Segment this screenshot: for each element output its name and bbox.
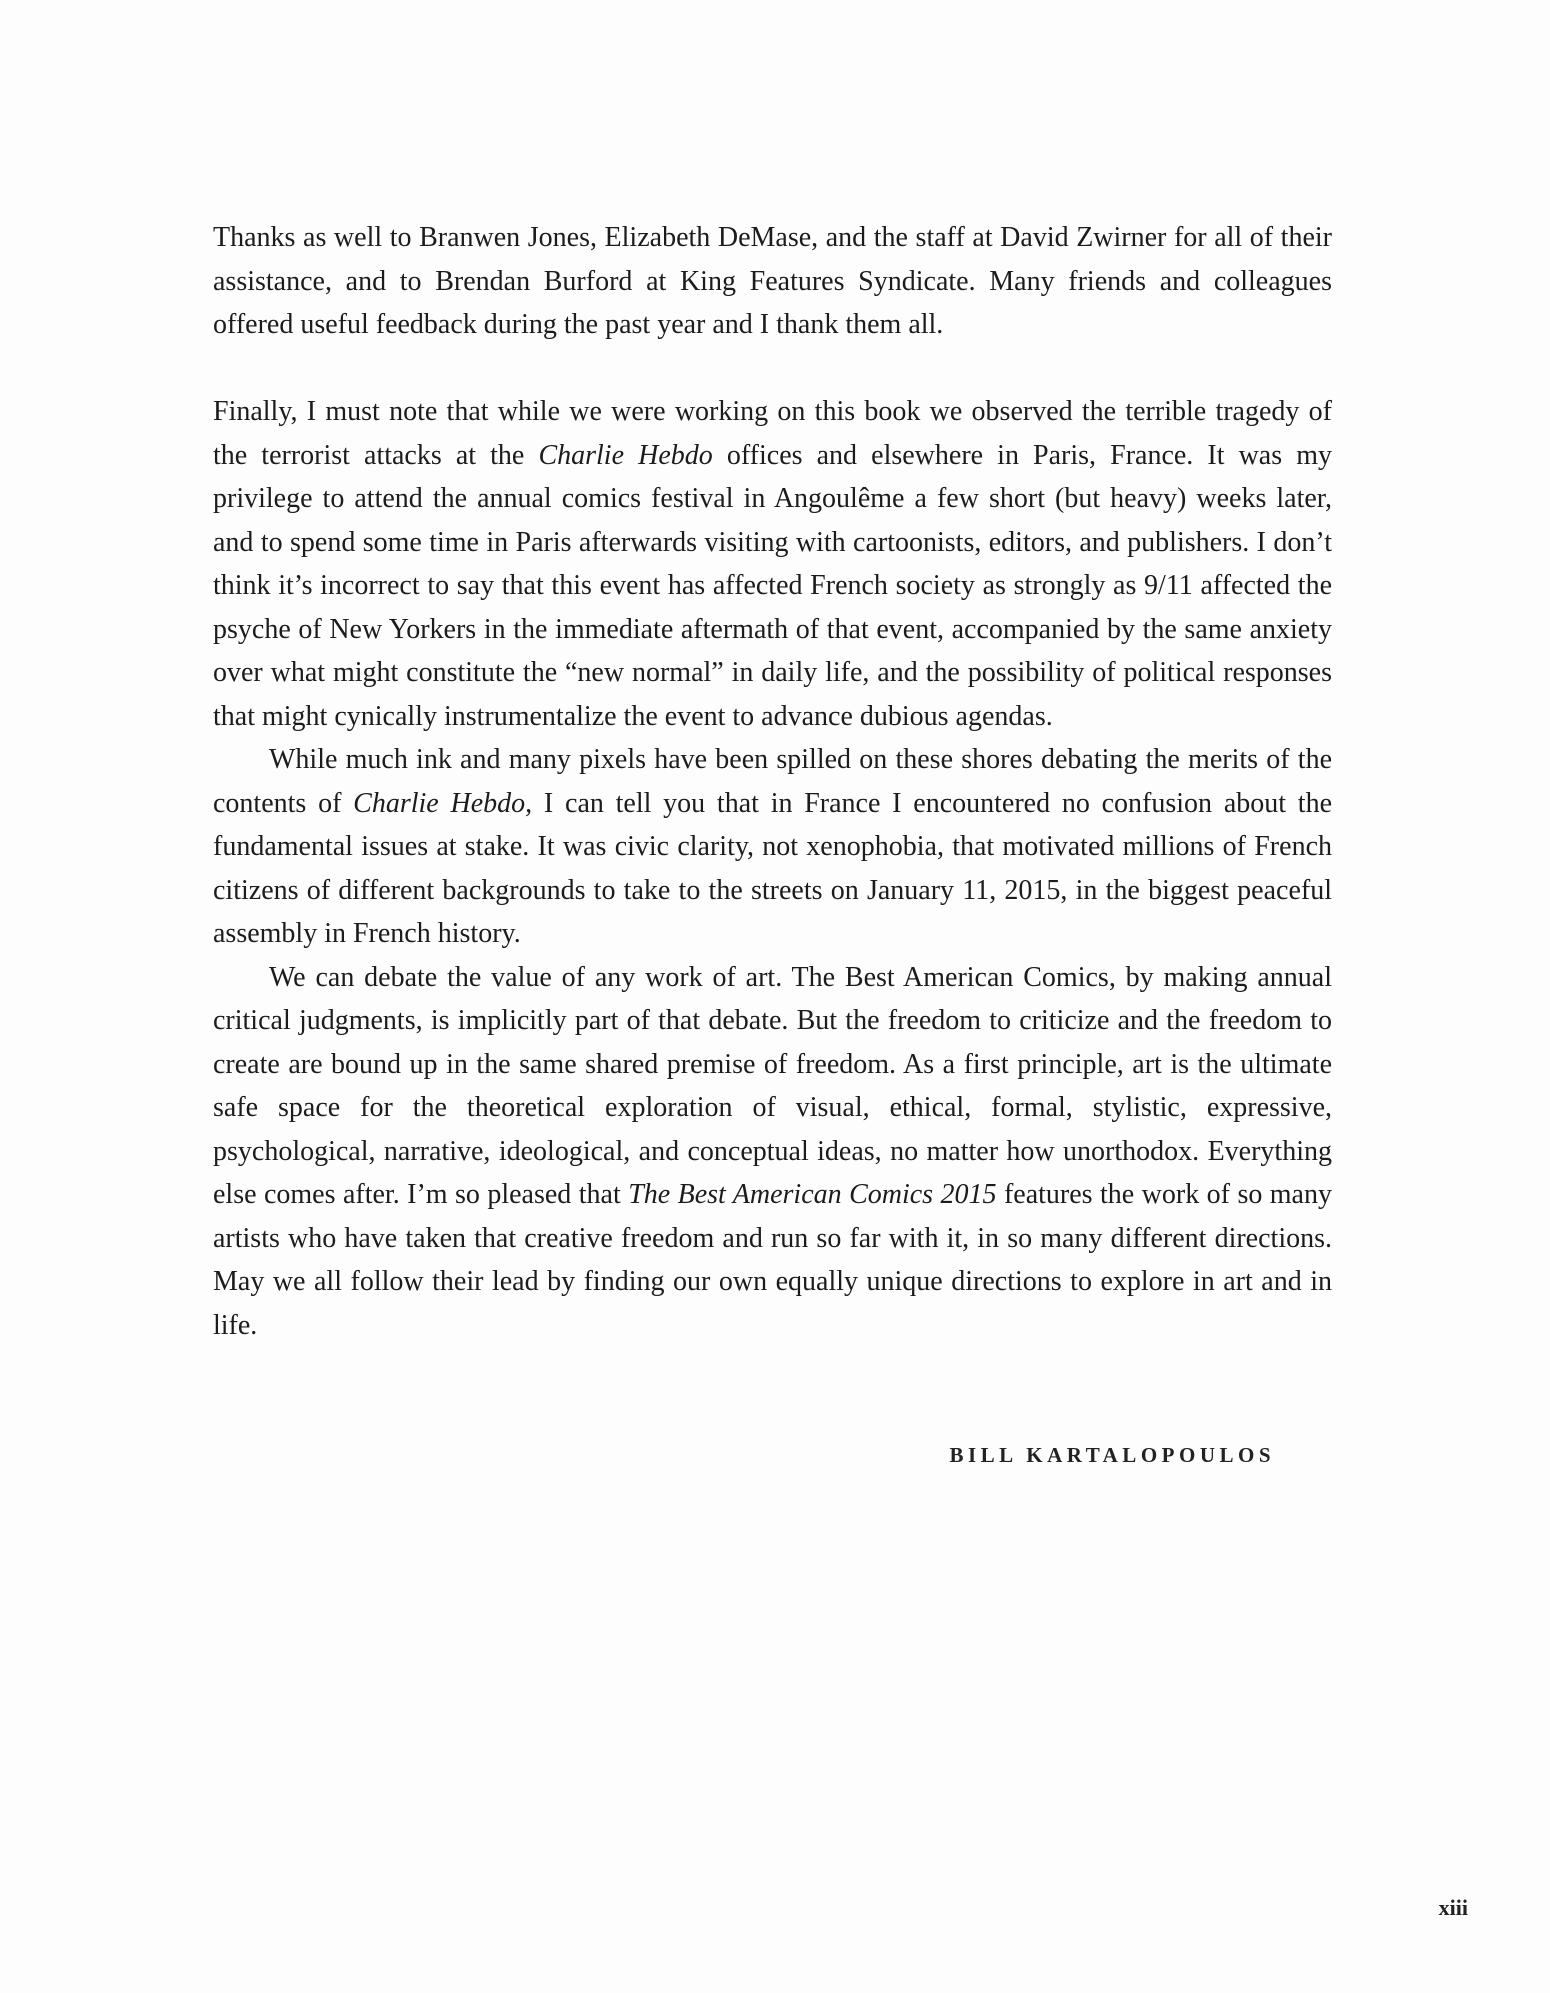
paragraph-text: offices and elsewhere in Paris, France. It was my privilege to attend the annual comics festival in Angoulême a few short (but heavy) weeks later, and to spend some time in Paris afterwards visiting with cartoonists, editors, and publishers. I don’t think it’s incorrect to say that this event has affected French society as strongly as 9/11 affected the psyche of New Yorkers in the immediate aftermath of that event, accompanied by the same anxiety over what might constitute the “new normal” in daily life, and the possibility of political responses that might cynically instrumentalize the event to advance dubious agendas.: [213, 439, 1333, 732]
paragraph-acknowledgments: [213, 216, 1332, 347]
paragraph-text: We can debate the value of any work of art. The Best American Comics, by making annual critical judgments, is implicitly part of that debate. But the freedom to criticize and the freedom to create are bound up in the same shared premise of freedom. As a first principle, art is the ultimate safe space for the theoretical exploration of visual, ethical, formal, stylistic, expressive, psychological, narrative, ideological, and conceptual ideas, no matter how unorthodox. Everything else comes after. I’m so pleased that: [213, 961, 1332, 1210]
paragraph-freedom-of-art: [213, 956, 1332, 1348]
italic-title: The Best American Comics 2015: [628, 1179, 997, 1210]
paragraph-text: While much ink and many pixels have been spilled on these shores debating the merits of the contents of: [213, 744, 1332, 819]
paragraph-text: Finally, I must note that while we were working on this book we observed the terrible tragedy of the terrorist attacks at the: [213, 396, 1332, 471]
paragraph-charlie-hebdo-tragedy: [213, 390, 1332, 738]
italic-title: Charlie Hebdo: [538, 439, 713, 471]
page-number: xiii: [1438, 1895, 1468, 1920]
author-signature: BILL KARTALOPOULOS: [949, 1443, 1275, 1467]
italic-title: Charlie Hebdo,: [353, 787, 533, 819]
paragraph-civic-clarity: [213, 738, 1332, 956]
paragraph-text: I can tell you that in France I encountered no confusion about the fundamental issues at stake. It was civic clarity, not xenophobia, that motivated millions of French citizens of different backgrounds to take to the streets on January 11, 2015, in the biggest peaceful assembly in French history.: [213, 787, 1332, 949]
paragraph-text: Thanks as well to Branwen Jones, Elizabeth DeMase, and the staff at David Zwirner for all of their assistance, and to Brendan Burford at King Features Syndicate. Many friends and colleagues offered useful feedback during the past year and I thank them all.: [213, 222, 1332, 340]
body-text: [213, 216, 1332, 1347]
paragraph-text: features the work of so many artists who have taken that creative freedom and run so far with it, in so many different directions. May we all follow their lead by finding our own equally unique directions to explore in art and in life.: [213, 1179, 1332, 1341]
